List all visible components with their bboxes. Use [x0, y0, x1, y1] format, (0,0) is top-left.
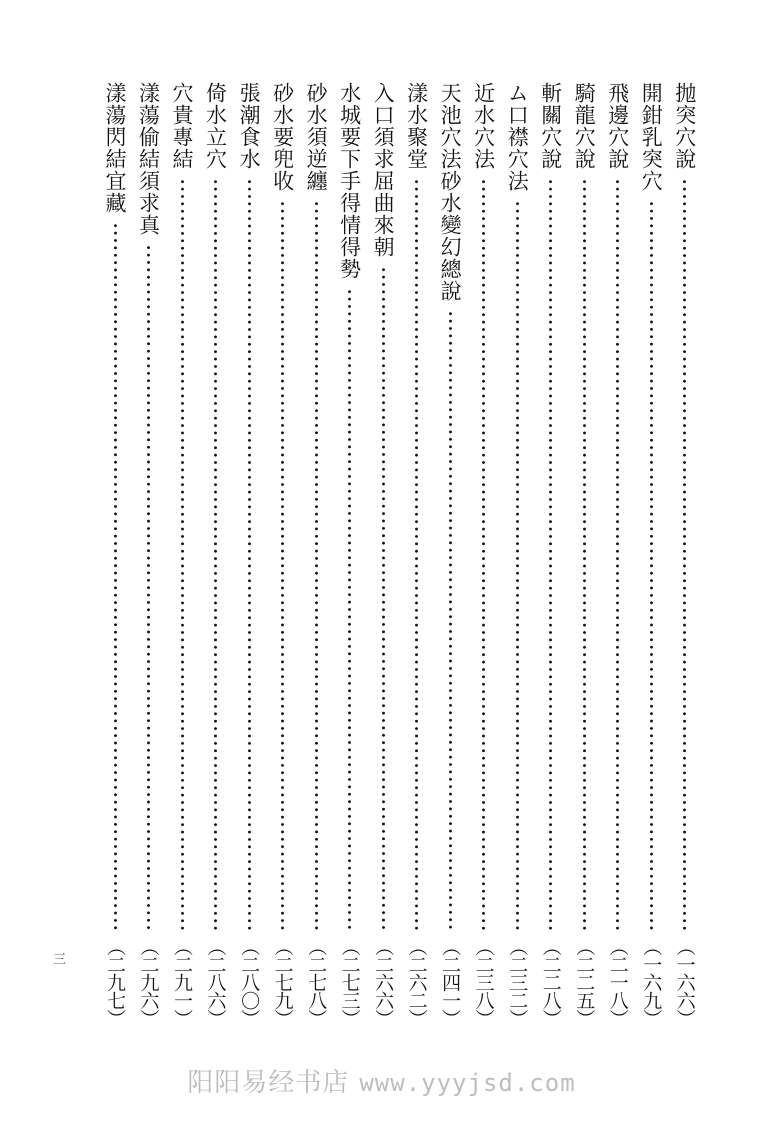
entry-title: 張潮食水	[237, 82, 262, 170]
entry-title: 砂水要兜收	[270, 82, 295, 192]
toc-entry	[368, 82, 398, 1032]
page-number: 三	[50, 952, 65, 965]
dot-leader	[482, 178, 485, 931]
toc-entry	[569, 82, 599, 1032]
entry-page: （二六二）	[405, 937, 428, 1027]
toc-entry	[268, 82, 298, 1032]
entry-page: （二三八）	[472, 937, 495, 1027]
entry-page: （二三二）	[506, 937, 529, 1027]
entry-title: 水城要下手得情得勢	[337, 82, 362, 280]
toc-entry	[301, 82, 331, 1032]
toc-entry	[201, 82, 231, 1032]
entry-title: 開鉗乳突穴	[639, 82, 664, 192]
entry-page: （二九七）	[104, 937, 126, 1027]
toc-entry	[435, 82, 465, 1032]
entry-title: 騎龍穴說	[572, 82, 597, 170]
watermark-url: www.yyyjsd.com	[359, 1069, 576, 1097]
entry-page: （二四一）	[439, 937, 462, 1027]
entry-page: （一六九）	[640, 937, 663, 1027]
entry-title: 斬關穴說	[538, 82, 563, 170]
toc-entry	[335, 82, 365, 1032]
toc-entry	[502, 82, 532, 1032]
entry-title: 近水穴法	[471, 82, 496, 170]
toc-entry	[100, 82, 130, 1032]
entry-page: （二九一）	[171, 937, 194, 1027]
entry-page: （二八六）	[204, 937, 227, 1027]
dot-leader	[415, 178, 418, 931]
toc-entry	[134, 82, 164, 1032]
entry-title: 漾蕩偷結須求真	[136, 82, 161, 236]
entry-page: （二二五）	[573, 937, 596, 1027]
dot-leader	[650, 200, 653, 931]
dot-leader	[348, 288, 351, 931]
dot-leader	[616, 178, 619, 931]
toc-entry	[636, 82, 666, 1032]
entry-page: （二七三）	[338, 937, 361, 1027]
dot-leader	[449, 310, 452, 931]
dot-leader	[114, 222, 117, 931]
entry-page: （二七八）	[305, 937, 328, 1027]
entry-page: （二八〇）	[238, 937, 261, 1027]
toc-entry	[469, 82, 499, 1032]
dot-leader	[382, 266, 385, 931]
dot-leader	[147, 244, 150, 931]
toc-entry	[536, 82, 566, 1032]
dot-leader	[315, 200, 318, 931]
entry-title: 倚水立穴	[203, 82, 228, 170]
table-of-contents	[100, 82, 700, 1032]
toc-entry	[167, 82, 197, 1032]
entry-page: （二一八）	[606, 937, 629, 1027]
entry-title: 抛突穴說	[672, 82, 697, 170]
dot-leader	[583, 178, 586, 931]
entry-page: （二七九）	[271, 937, 294, 1027]
dot-leader	[516, 200, 519, 931]
toc-entry	[234, 82, 264, 1032]
entry-title: 飛邊穴說	[605, 82, 630, 170]
dot-leader	[214, 178, 217, 931]
dot-leader	[281, 200, 284, 931]
entry-title: 砂水須逆纏	[304, 82, 329, 192]
entry-page: （二九六）	[137, 937, 160, 1027]
entry-title: 穴貴專結	[170, 82, 195, 170]
entry-title: ム口襟穴法	[505, 82, 530, 192]
dot-leader	[248, 178, 251, 931]
entry-page: （一六六）	[673, 937, 696, 1027]
entry-title: 漾蕩閃結宜藏	[103, 82, 127, 214]
toc-entry	[670, 82, 700, 1032]
entry-title: 漾水聚堂	[404, 82, 429, 170]
watermark	[0, 1062, 763, 1099]
dot-leader	[549, 178, 552, 931]
toc-entry	[603, 82, 633, 1032]
dot-leader	[683, 178, 686, 931]
entry-page: （二六六）	[372, 937, 395, 1027]
dot-leader	[181, 178, 184, 931]
entry-title: 天池穴法砂水變幻總說	[438, 82, 463, 302]
entry-title: 入口須求屈曲來朝	[371, 82, 396, 258]
entry-page: （二二八）	[539, 937, 562, 1027]
watermark-name: 阳阳易经书店	[187, 1068, 350, 1098]
toc-entry	[402, 82, 432, 1032]
